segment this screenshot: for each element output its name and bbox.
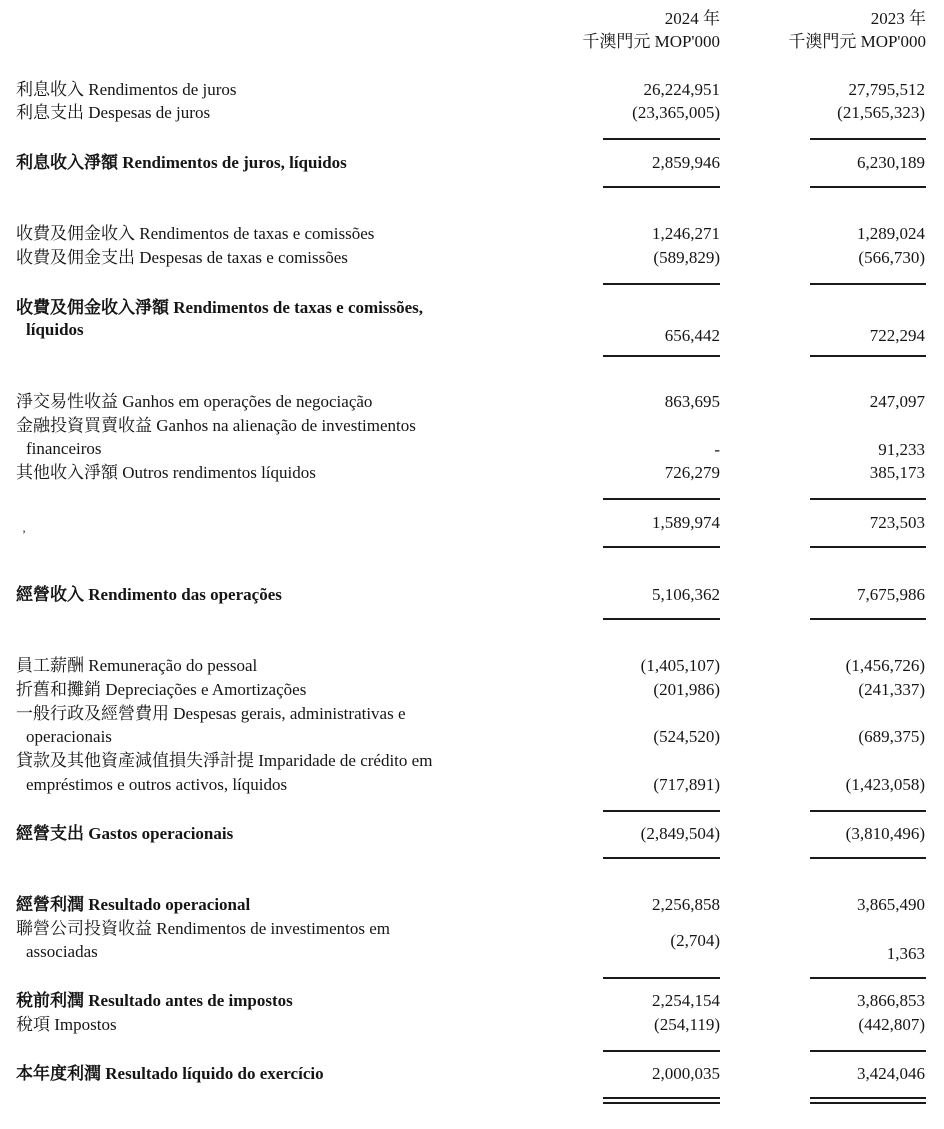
column-header-2023-unit: 千澳門元 MOP'000 xyxy=(788,32,926,51)
row-label: 金融投資買賣收益 Ganhos na alienação de investimentos xyxy=(16,416,416,435)
row-label: 利息收入 Rendimentos de juros xyxy=(16,80,237,99)
value-2023: (566,730) xyxy=(858,248,925,267)
value-2023: (241,337) xyxy=(858,680,925,699)
value-2024: (23,365,005) xyxy=(632,103,720,122)
value-2024: (524,520) xyxy=(653,727,720,746)
row-label-continuation: associadas xyxy=(26,942,98,961)
row-label: 收費及佣金收入 Rendimentos de taxas e comissões xyxy=(16,224,375,243)
value-2024: 863,695 xyxy=(664,392,720,411)
value-2024: 2,859,946 xyxy=(652,153,720,172)
value-2023: (689,375) xyxy=(858,727,925,746)
row-label: 收費及佣金支出 Despesas de taxas e comissões xyxy=(16,248,348,267)
value-2024: 5,106,362 xyxy=(652,585,720,604)
value-2023: 385,173 xyxy=(869,463,925,482)
row-label: 稅項 Impostos xyxy=(16,1015,117,1034)
total-double-rule xyxy=(810,1097,926,1104)
row-label: 經營利潤 Resultado operacional xyxy=(16,895,251,914)
row-label-continuation: líquidos xyxy=(26,320,84,339)
subtotal-rule xyxy=(603,498,720,500)
value-2023: (3,810,496) xyxy=(845,824,925,843)
subtotal-rule xyxy=(810,355,926,357)
value-2024: 2,000,035 xyxy=(652,1064,720,1083)
value-2024: 2,254,154 xyxy=(652,991,720,1010)
value-2023: 3,424,046 xyxy=(857,1064,925,1083)
value-2023: (442,807) xyxy=(858,1015,925,1034)
value-2024: - xyxy=(714,440,720,459)
subtotal-rule xyxy=(603,1050,720,1052)
row-label: 利息支出 Despesas de juros xyxy=(16,103,211,122)
subtotal-rule xyxy=(603,186,720,188)
subtotal-rule xyxy=(810,283,926,285)
value-2024: (2,849,504) xyxy=(640,824,720,843)
value-2024: 656,442 xyxy=(664,326,720,345)
value-2023: 1,363 xyxy=(886,944,925,963)
value-2023: 3,865,490 xyxy=(857,895,925,914)
subtotal-rule xyxy=(603,546,720,548)
value-2023: 722,294 xyxy=(869,326,925,345)
subtotal-rule xyxy=(603,857,720,859)
column-header-2023-year: 2023 年 xyxy=(870,9,926,28)
subtotal-rule xyxy=(603,810,720,812)
subtotal-rule xyxy=(810,1050,926,1052)
row-label: 淨交易性收益 Ganhos em operações de negociação xyxy=(16,392,373,411)
subtotal-rule xyxy=(810,138,926,140)
value-2023: 6,230,189 xyxy=(857,153,925,172)
subtotal-rule xyxy=(603,977,720,979)
row-label-continuation: operacionais xyxy=(26,727,112,746)
total-double-rule xyxy=(603,1097,720,1104)
value-2024: 2,256,858 xyxy=(652,895,720,914)
row-label: 利息收入淨額 Rendimentos de juros, líquidos xyxy=(16,153,347,172)
subtotal-rule xyxy=(810,618,926,620)
row-label: 稅前利潤 Resultado antes de impostos xyxy=(16,991,293,1010)
stray-mark: ’ xyxy=(22,527,26,541)
value-2024: 1,246,271 xyxy=(652,224,720,243)
subtotal-rule xyxy=(810,977,926,979)
row-label: 經營支出 Gastos operacionais xyxy=(16,824,234,843)
value-2023: 91,233 xyxy=(878,440,925,459)
value-2024: (2,704) xyxy=(670,931,720,950)
value-2023: (21,565,323) xyxy=(837,103,925,122)
subtotal-rule xyxy=(603,283,720,285)
value-2023: 7,675,986 xyxy=(857,585,925,604)
column-header-2024-unit: 千澳門元 MOP'000 xyxy=(582,32,720,51)
row-label: 本年度利潤 Resultado líquido do exercício xyxy=(16,1064,324,1083)
subtotal-rule xyxy=(810,186,926,188)
subtotal-rule xyxy=(810,546,926,548)
value-2024: (589,829) xyxy=(653,248,720,267)
row-label: 其他收入淨額 Outros rendimentos líquidos xyxy=(16,463,316,482)
value-2024: 1,589,974 xyxy=(652,513,720,532)
column-header-2024-year: 2024 年 xyxy=(664,9,720,28)
row-label: 一般行政及經營費用 Despesas gerais, administrativas e xyxy=(16,704,406,723)
value-2023: (1,456,726) xyxy=(845,656,925,675)
subtotal-rule xyxy=(810,498,926,500)
value-2024: 26,224,951 xyxy=(643,80,720,99)
value-2023: 247,097 xyxy=(869,392,925,411)
row-label: 聯營公司投資收益 Rendimentos de investimentos em xyxy=(16,919,390,938)
value-2024: (1,405,107) xyxy=(640,656,720,675)
value-2023: 723,503 xyxy=(869,513,925,532)
value-2023: (1,423,058) xyxy=(845,775,925,794)
subtotal-rule xyxy=(810,810,926,812)
row-label: 收費及佣金收入淨額 Rendimentos de taxas e comissões, xyxy=(16,298,424,317)
value-2024: (717,891) xyxy=(653,775,720,794)
row-label: 經營收入 Rendimento das operações xyxy=(16,585,282,604)
value-2024: 726,279 xyxy=(664,463,720,482)
value-2024: (201,986) xyxy=(653,680,720,699)
row-label: 貸款及其他資產減值損失淨計提 Imparidade de crédito em xyxy=(16,751,433,770)
subtotal-rule xyxy=(603,138,720,140)
value-2024: (254,119) xyxy=(654,1015,720,1034)
row-label-continuation: empréstimos e outros activos, líquidos xyxy=(26,775,288,794)
subtotal-rule xyxy=(810,857,926,859)
value-2023: 1,289,024 xyxy=(857,224,925,243)
subtotal-rule xyxy=(603,618,720,620)
value-2023: 27,795,512 xyxy=(848,80,925,99)
row-label-continuation: financeiros xyxy=(26,439,102,458)
row-label: 折舊和攤銷 Depreciações e Amortizações xyxy=(16,680,307,699)
subtotal-rule xyxy=(603,355,720,357)
row-label: 員工薪酬 Remuneração do pessoal xyxy=(16,656,258,675)
value-2023: 3,866,853 xyxy=(857,991,925,1010)
